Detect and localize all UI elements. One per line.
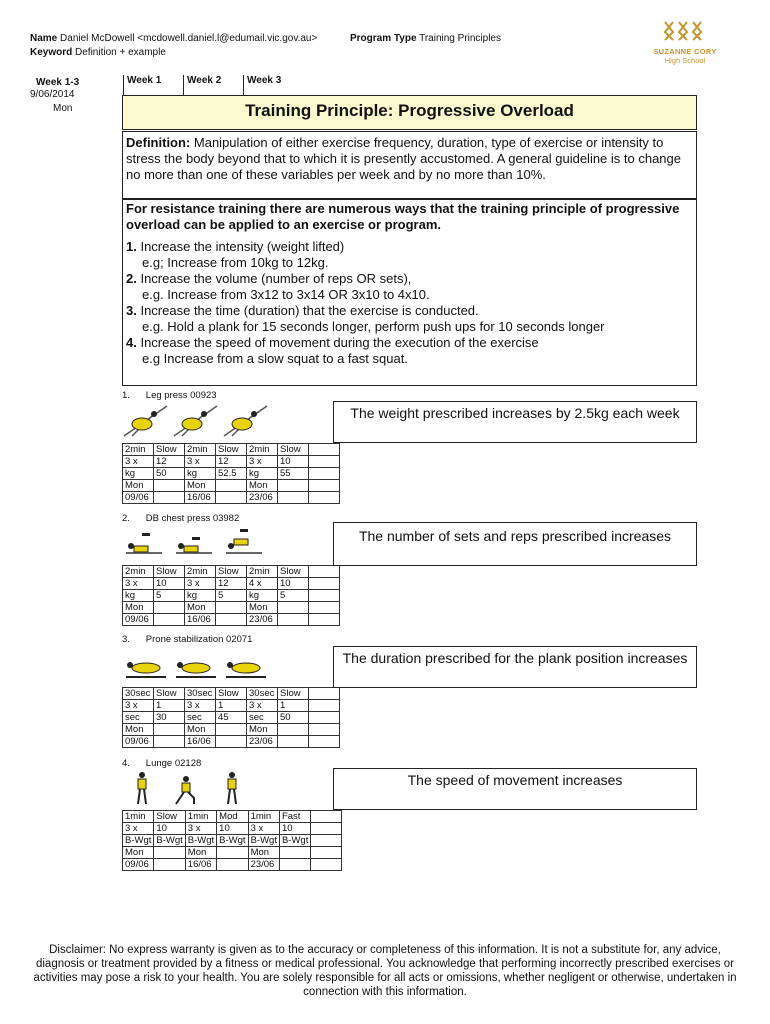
method-item [126, 335, 696, 351]
exercise-label [122, 634, 252, 645]
exercise-table [122, 565, 340, 626]
table-cell: 3 x [123, 823, 154, 835]
table-cell: 3 x [185, 578, 216, 590]
table-cell [154, 492, 185, 504]
table-row [123, 590, 340, 602]
table-cell: 30 [154, 712, 185, 724]
table-cell [278, 602, 309, 614]
table-cell [309, 444, 340, 456]
table-cell: Slow [154, 444, 185, 456]
method-item [126, 303, 696, 319]
exercise-note: The duration prescribed for the plank position increases [333, 646, 697, 688]
table-cell: kg [123, 590, 154, 602]
keyword-label: Keyword [30, 47, 73, 58]
table-cell: 16/06 [185, 736, 216, 748]
method-text: Increase the time (duration) that the exercise is conducted. [140, 303, 479, 318]
exercise-name: Lunge 02128 [145, 758, 202, 769]
table-cell: 2min [123, 444, 154, 456]
table-cell: 3 x [123, 578, 154, 590]
table-cell: 55 [278, 468, 309, 480]
table-cell: B-Wgt [248, 835, 279, 847]
table-row [123, 835, 342, 847]
table-cell: 1 [154, 700, 185, 712]
table-cell: 30sec [123, 688, 154, 700]
table-cell: kg [185, 468, 216, 480]
exercise-name: Prone stabilization 02071 [145, 634, 253, 645]
table-cell: Mon [123, 602, 154, 614]
method-item [126, 239, 696, 255]
table-row [123, 468, 340, 480]
table-cell [154, 847, 185, 859]
exercise-num: 4. [122, 758, 130, 769]
table-cell: 16/06 [185, 859, 216, 871]
table-cell [154, 614, 185, 626]
exercise-note: The number of sets and reps prescribed increases [333, 522, 697, 566]
table-cell: 10 [279, 823, 310, 835]
table-cell [154, 480, 185, 492]
table-cell [309, 712, 340, 724]
table-cell [309, 468, 340, 480]
table-cell: B-Wgt [185, 835, 216, 847]
week1-heading: Week 1 [123, 75, 161, 95]
table-cell: 1min [185, 811, 216, 823]
table-cell [154, 602, 185, 614]
table-cell: 12 [216, 456, 247, 468]
name-line [30, 33, 317, 44]
exercise-num: 3. [122, 634, 130, 645]
table-cell: kg [185, 590, 216, 602]
table-row [123, 811, 342, 823]
exercise-table [122, 810, 342, 871]
table-row [123, 492, 340, 504]
table-cell: 10 [278, 578, 309, 590]
table-cell: Slow [154, 688, 185, 700]
table-cell [154, 736, 185, 748]
table-cell: Mod [217, 811, 248, 823]
table-cell [309, 700, 340, 712]
table-cell [311, 811, 342, 823]
table-cell: Slow [278, 566, 309, 578]
table-cell: Mon [123, 724, 154, 736]
table-row [123, 602, 340, 614]
table-row [123, 688, 340, 700]
exercise-name: Leg press 00923 [145, 390, 217, 401]
table-cell: Mon [247, 602, 278, 614]
method-num: 3. [126, 303, 137, 318]
table-row [123, 724, 340, 736]
table-cell [217, 847, 248, 859]
db-chest-press-illustration [122, 527, 272, 561]
table-cell [278, 614, 309, 626]
table-cell: Mon [185, 602, 216, 614]
program-line [350, 33, 501, 44]
table-cell: 09/06 [123, 736, 154, 748]
table-cell [216, 480, 247, 492]
page-title: Training Principle: Progressive Overload [122, 95, 697, 130]
exercise-table [122, 443, 340, 504]
program-value: Training Principles [419, 33, 501, 44]
table-row [123, 456, 340, 468]
definition-label: Definition: [126, 135, 191, 150]
table-cell: Slow [154, 811, 185, 823]
table-cell: Slow [278, 444, 309, 456]
table-cell [309, 492, 340, 504]
logo-line1: SUZANNE CORY [653, 47, 717, 56]
table-cell [309, 688, 340, 700]
table-cell [311, 823, 342, 835]
table-cell: 10 [154, 823, 185, 835]
table-cell: 12 [154, 456, 185, 468]
table-cell: 10 [217, 823, 248, 835]
method-text: Increase the intensity (weight lifted) [140, 239, 345, 254]
table-cell: 12 [216, 578, 247, 590]
exercise-num: 2. [122, 513, 130, 524]
table-cell [216, 614, 247, 626]
table-cell: Mon [123, 847, 154, 859]
table-cell [278, 736, 309, 748]
table-cell: 50 [154, 468, 185, 480]
table-cell: 45 [216, 712, 247, 724]
table-cell: Slow [216, 444, 247, 456]
week3-heading: Week 3 [243, 75, 281, 95]
exercise-num: 1. [122, 390, 130, 401]
method-num: 4. [126, 335, 137, 350]
method-item [126, 271, 696, 287]
table-cell [279, 859, 310, 871]
table-cell: 3 x [185, 456, 216, 468]
exercise-note: The weight prescribed increases by 2.5kg each week [333, 401, 697, 443]
table-cell: 09/06 [123, 492, 154, 504]
table-cell [217, 859, 248, 871]
table-cell [216, 724, 247, 736]
table-cell [309, 456, 340, 468]
table-cell: 23/06 [248, 859, 279, 871]
table-row [123, 823, 342, 835]
table-cell: 09/06 [123, 614, 154, 626]
exercise-label [122, 513, 239, 524]
table-cell: 30sec [185, 688, 216, 700]
table-row [123, 736, 340, 748]
table-cell: 5 [154, 590, 185, 602]
table-cell [278, 492, 309, 504]
school-crest-icon [661, 20, 709, 42]
table-cell: 2min [185, 444, 216, 456]
table-row [123, 614, 340, 626]
exercise-label [122, 758, 201, 769]
table-cell: 10 [278, 456, 309, 468]
table-cell: 30sec [247, 688, 278, 700]
method-num: 1. [126, 239, 137, 254]
keyword-value: Definition + example [75, 47, 166, 58]
table-cell: Mon [185, 724, 216, 736]
table-cell: Mon [185, 480, 216, 492]
table-cell: 16/06 [185, 614, 216, 626]
table-cell: 52.5 [216, 468, 247, 480]
definition-text: Manipulation of either exercise frequency, duration, type of exercise or intensity to stress the body beyond that to which it is presently accustomed. A general guideline is to change no more than one of these variables per week and by no more than 10%. [126, 135, 682, 182]
method-text: Increase the speed of movement during the execution of the exercise [140, 335, 539, 350]
table-cell: 50 [278, 712, 309, 724]
logo-line2: High School [664, 56, 706, 65]
exercise-table [122, 687, 340, 748]
exercise-name: DB chest press 03982 [145, 513, 240, 524]
table-cell: sec [185, 712, 216, 724]
table-row [123, 847, 342, 859]
start-date: 9/06/2014 [30, 89, 75, 100]
table-cell [309, 566, 340, 578]
name-value: Daniel McDowell <mcdowell.daniel.l@edumail.vic.gov.au> [60, 33, 318, 44]
table-cell: 2min [247, 566, 278, 578]
table-cell: 1 [278, 700, 309, 712]
table-cell: 3 x [123, 456, 154, 468]
table-cell [309, 736, 340, 748]
exercise-note: The speed of movement increases [333, 768, 697, 810]
table-cell: 3 x [247, 456, 278, 468]
start-day: Mon [53, 103, 73, 114]
table-cell [278, 480, 309, 492]
table-cell [154, 724, 185, 736]
table-cell: 10 [154, 578, 185, 590]
table-cell: Slow [278, 688, 309, 700]
table-cell: sec [247, 712, 278, 724]
table-cell: 2min [185, 566, 216, 578]
method-example: e.g Increase from a slow squat to a fast squat. [142, 351, 408, 366]
table-cell: B-Wgt [154, 835, 185, 847]
exercise-label [122, 390, 217, 401]
table-cell: kg [247, 468, 278, 480]
table-cell: B-Wgt [217, 835, 248, 847]
method-text: Increase the volume (number of reps OR sets), [140, 271, 412, 286]
table-cell: 5 [216, 590, 247, 602]
table-cell [309, 590, 340, 602]
table-cell: Fast [279, 811, 310, 823]
table-cell: 5 [278, 590, 309, 602]
table-cell: 3 x [248, 823, 279, 835]
definition-box [122, 131, 697, 200]
table-cell [278, 724, 309, 736]
method-num: 2. [126, 271, 137, 286]
method-list [126, 239, 696, 367]
table-cell [309, 480, 340, 492]
table-cell: 23/06 [247, 736, 278, 748]
table-cell: Mon [247, 724, 278, 736]
resistance-box [122, 198, 697, 386]
table-cell [309, 614, 340, 626]
resistance-lead: For resistance training there are numerous ways that the training principle of progressive overload can be applied to an exercise or program. [126, 201, 680, 232]
table-cell: 09/06 [123, 859, 154, 871]
table-cell: 3 x [247, 700, 278, 712]
table-cell: 3 x [123, 700, 154, 712]
table-cell: kg [123, 468, 154, 480]
week2-heading: Week 2 [183, 75, 221, 95]
table-cell: sec [123, 712, 154, 724]
table-cell [216, 736, 247, 748]
table-row [123, 859, 342, 871]
table-cell [309, 724, 340, 736]
table-cell: 1min [123, 811, 154, 823]
table-row [123, 578, 340, 590]
table-cell: 3 x [185, 823, 216, 835]
table-cell: 1 [216, 700, 247, 712]
prone-stabilization-illustration [122, 655, 272, 683]
table-row [123, 480, 340, 492]
table-row [123, 712, 340, 724]
table-cell [309, 578, 340, 590]
table-cell: 3 x [185, 700, 216, 712]
lunge-illustration [122, 770, 252, 806]
table-cell [311, 859, 342, 871]
disclaimer: Disclaimer: No express warranty is given as to the accuracy or completeness of this information. It is not a substitute for, any advice, diagnosis or treatment provided by a fitness or medical professional. You acknowledge that performing incorrectly prescribed exercises or activities may pose a risk to your health. You are solely responsible for all acts or omissions, whether negligent or otherwise, undertaken in connection with this information. [33, 944, 737, 998]
table-cell: 23/06 [247, 614, 278, 626]
table-cell: 2min [123, 566, 154, 578]
table-cell [154, 859, 185, 871]
school-logo [650, 20, 720, 68]
table-cell: 16/06 [185, 492, 216, 504]
keyword-line [30, 47, 166, 58]
table-cell [311, 835, 342, 847]
table-cell [216, 602, 247, 614]
table-cell: 2min [247, 444, 278, 456]
table-cell: Slow [154, 566, 185, 578]
table-cell: Mon [123, 480, 154, 492]
name-label: Name [30, 33, 58, 44]
table-row [123, 700, 340, 712]
table-cell: kg [247, 590, 278, 602]
table-cell: Slow [216, 688, 247, 700]
table-row [123, 566, 340, 578]
table-cell: 1min [248, 811, 279, 823]
week-range: Week 1-3 [36, 77, 80, 88]
table-cell: B-Wgt [279, 835, 310, 847]
table-cell: 23/06 [247, 492, 278, 504]
table-row [123, 444, 340, 456]
table-cell: B-Wgt [123, 835, 154, 847]
table-cell [309, 602, 340, 614]
leg-press-illustration [122, 402, 272, 440]
method-example: e.g. Increase from 3x12 to 3x14 OR 3x10 to 4x10. [142, 287, 430, 302]
table-cell [279, 847, 310, 859]
method-example: e.g. Hold a plank for 15 seconds longer, perform push ups for 10 seconds longer [142, 319, 605, 334]
table-cell [216, 492, 247, 504]
table-cell: 4 x [247, 578, 278, 590]
table-cell [311, 847, 342, 859]
table-cell: Mon [185, 847, 216, 859]
program-label: Program Type [350, 33, 417, 44]
table-cell: Slow [216, 566, 247, 578]
table-cell: Mon [248, 847, 279, 859]
table-cell: Mon [247, 480, 278, 492]
method-example: e.g; Increase from 10kg to 12kg. [142, 255, 329, 270]
